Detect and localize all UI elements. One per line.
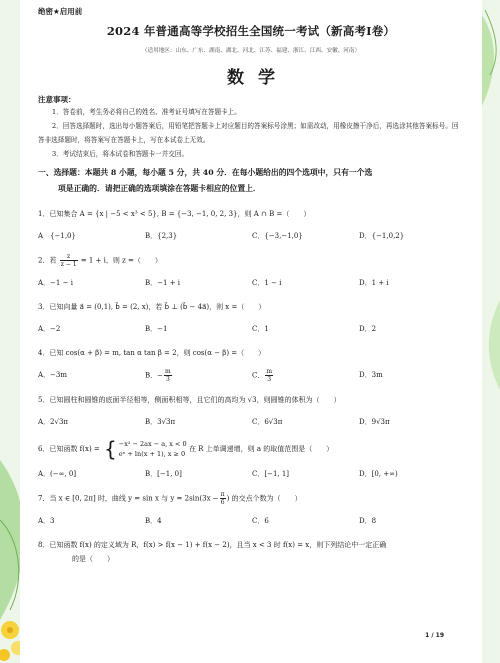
- piecewise-function: [102, 439, 187, 459]
- section-heading-line2: 项是正确的．请把正确的选项填涂在答题卡相应的位置上．: [58, 184, 261, 193]
- option-d[interactable]: D．1 + i: [359, 279, 389, 287]
- option-a[interactable]: A．−3m: [38, 371, 68, 379]
- leaf-right-edge: [489, 300, 500, 390]
- fraction: [265, 368, 273, 383]
- option-d[interactable]: D．3m: [359, 371, 383, 379]
- section-heading: [38, 165, 464, 197]
- subject-title: 数学: [227, 68, 289, 88]
- option-b-prefix: B．−: [145, 371, 164, 380]
- option-a[interactable]: A．−1 − i: [38, 279, 73, 287]
- notice-item: 1．答卷前，考生务必将自己的姓名、准考证号填写在答题卡上。: [52, 108, 241, 116]
- question-4: [38, 346, 464, 383]
- stem-text: 2．若: [38, 256, 57, 265]
- question-stem: 3．已知向量 a⃗ = (0,1), b⃗ = (2, x)，若 b⃗ ⊥ (b⃗ − 4a⃗)，则 x =（ ）: [38, 303, 266, 311]
- fraction: [164, 368, 172, 383]
- question-options: [38, 322, 464, 336]
- notice-title: 注意事项：: [38, 95, 76, 104]
- option-c[interactable]: C．{−3,−1,0}: [252, 232, 303, 240]
- stem-text: 7．当 x ∈ [0, 2π] 时，曲线 y = sin x 与 y = 2sin(3x −: [38, 494, 219, 503]
- applicable-regions: （适用地区：山东、广东、湖南、湖北、河北、江苏、福建、浙江、江西、安徽、河南）: [141, 48, 361, 54]
- option-c[interactable]: C．1 − i: [252, 279, 282, 287]
- question-options: [38, 415, 464, 429]
- question-stem: 8．已知函数 f(x) 的定义域为 R，f(x) > f(x − 1) + f(x − 2)，且当 x < 3 时 f(x) = x，则下列结论中一定正确: [38, 541, 387, 549]
- exam-page: [20, 0, 482, 663]
- piecewise-row: −x² − 2ax − a, x < 0: [118, 440, 187, 448]
- option-b[interactable]: B．4: [145, 517, 162, 525]
- option-d[interactable]: D．{−1,0,2}: [359, 232, 405, 240]
- question-stem: 4．已知 cos(α + β) = m, tan α tan β = 2，则 cos(α − β) =（ ）: [38, 349, 266, 357]
- stem-text: 在 R 上单调递增，则 a 的取值范围是（ ）: [188, 445, 334, 453]
- fraction-numerator: m: [266, 368, 273, 375]
- question-options: [38, 368, 464, 383]
- notice-list: [38, 105, 464, 161]
- question-stem: [38, 253, 464, 268]
- option-c[interactable]: C．1: [252, 325, 269, 333]
- question-options: [38, 514, 464, 528]
- question-8: [38, 538, 464, 566]
- option-c[interactable]: C．6: [252, 517, 269, 525]
- question-stem: 5．已知圆柱和圆锥的底面半径相等，侧面积相等，且它们的高均为 √3，则圆锥的体积为（ ）: [38, 396, 341, 404]
- option-b[interactable]: [143, 368, 250, 383]
- exam-title: 2024 年普通高等学校招生全国统一考试（新高考Ⅰ卷）: [106, 24, 396, 38]
- option-c[interactable]: C．6√3π: [252, 418, 283, 426]
- question-3: [38, 300, 464, 336]
- option-a[interactable]: A．2√3π: [38, 418, 69, 426]
- question-2: [38, 253, 464, 290]
- page-number: 1 / 19: [425, 632, 444, 639]
- question-stem-continued: 的是（ ）: [72, 555, 114, 563]
- option-b[interactable]: B．{2,3}: [145, 232, 178, 240]
- option-a[interactable]: A {−1,0}: [38, 232, 76, 240]
- option-b[interactable]: B．−1: [145, 325, 168, 333]
- fraction-numerator: z: [60, 253, 78, 261]
- question-1: [38, 207, 464, 243]
- stem-text: ) 的交点个数为（ ）: [226, 494, 302, 503]
- fraction: [60, 253, 78, 268]
- fraction-denominator: 6: [220, 499, 225, 506]
- option-a[interactable]: A．3: [38, 517, 55, 525]
- fraction-numerator: m: [165, 368, 171, 375]
- fraction-denominator: 3: [165, 376, 170, 383]
- fraction-denominator: 3: [267, 376, 272, 383]
- question-stem: [38, 439, 464, 459]
- question-options: [38, 467, 464, 481]
- notice-item: 2．回答选择题时，选出每小题答案后，用铅笔把答题卡上对应题目的答案标号涂黑；如需改动，用橡皮擦干净后，再选涂其他答案标号。回答非选择题时，将答案写在答题卡上，写在本试卷上无效。: [38, 122, 459, 144]
- notice-item: 3．考试结束后，将本试卷和答题卡一并交回。: [52, 150, 189, 158]
- stem-text: 6．已知函数 f(x) =: [38, 445, 100, 453]
- option-c-prefix: C．: [252, 371, 265, 380]
- piecewise-rows: [119, 439, 187, 459]
- option-c[interactable]: [250, 368, 357, 383]
- option-c[interactable]: C．[−1, 1]: [252, 470, 290, 478]
- option-d[interactable]: D．2: [359, 325, 377, 333]
- question-stem: [38, 491, 464, 506]
- option-a[interactable]: A．(−∞, 0]: [38, 470, 77, 478]
- option-b[interactable]: B．[−1, 0]: [145, 470, 182, 478]
- option-b[interactable]: B．−1 + i: [145, 279, 181, 287]
- fraction-numerator: π: [220, 491, 225, 498]
- secret-label: 绝密★启用前: [38, 7, 83, 16]
- fraction-denominator: z − 1: [60, 261, 77, 268]
- piecewise-row: eˣ + ln(x + 1), x ≥ 0: [118, 450, 186, 458]
- question-5: [38, 393, 464, 429]
- option-d[interactable]: D．[0, +∞): [359, 470, 398, 478]
- option-d[interactable]: D．9√3π: [359, 418, 390, 426]
- option-b[interactable]: B．3√3π: [145, 418, 176, 426]
- stem-text: = 1 + i，则 z =（ ）: [80, 256, 162, 265]
- question-7: [38, 491, 464, 528]
- section-heading-line1: 一、选择题：本题共 8 小题，每小题 5 分，共 40 分．在每小题给出的四个选项中，只有一个选: [38, 168, 373, 177]
- fraction: [220, 491, 226, 506]
- question-6: [38, 439, 464, 481]
- question-options: [38, 276, 464, 290]
- question-stem: 1．已知集合 A = {x | −5 < x³ < 5}, B = {−3, −1, 0, 2, 3}，则 A ∩ B =（ ）: [38, 210, 311, 218]
- option-d[interactable]: D．8: [359, 517, 377, 525]
- option-a[interactable]: A．−2: [38, 325, 61, 333]
- question-options: [38, 229, 464, 243]
- left-brace-glyph: {: [104, 437, 117, 461]
